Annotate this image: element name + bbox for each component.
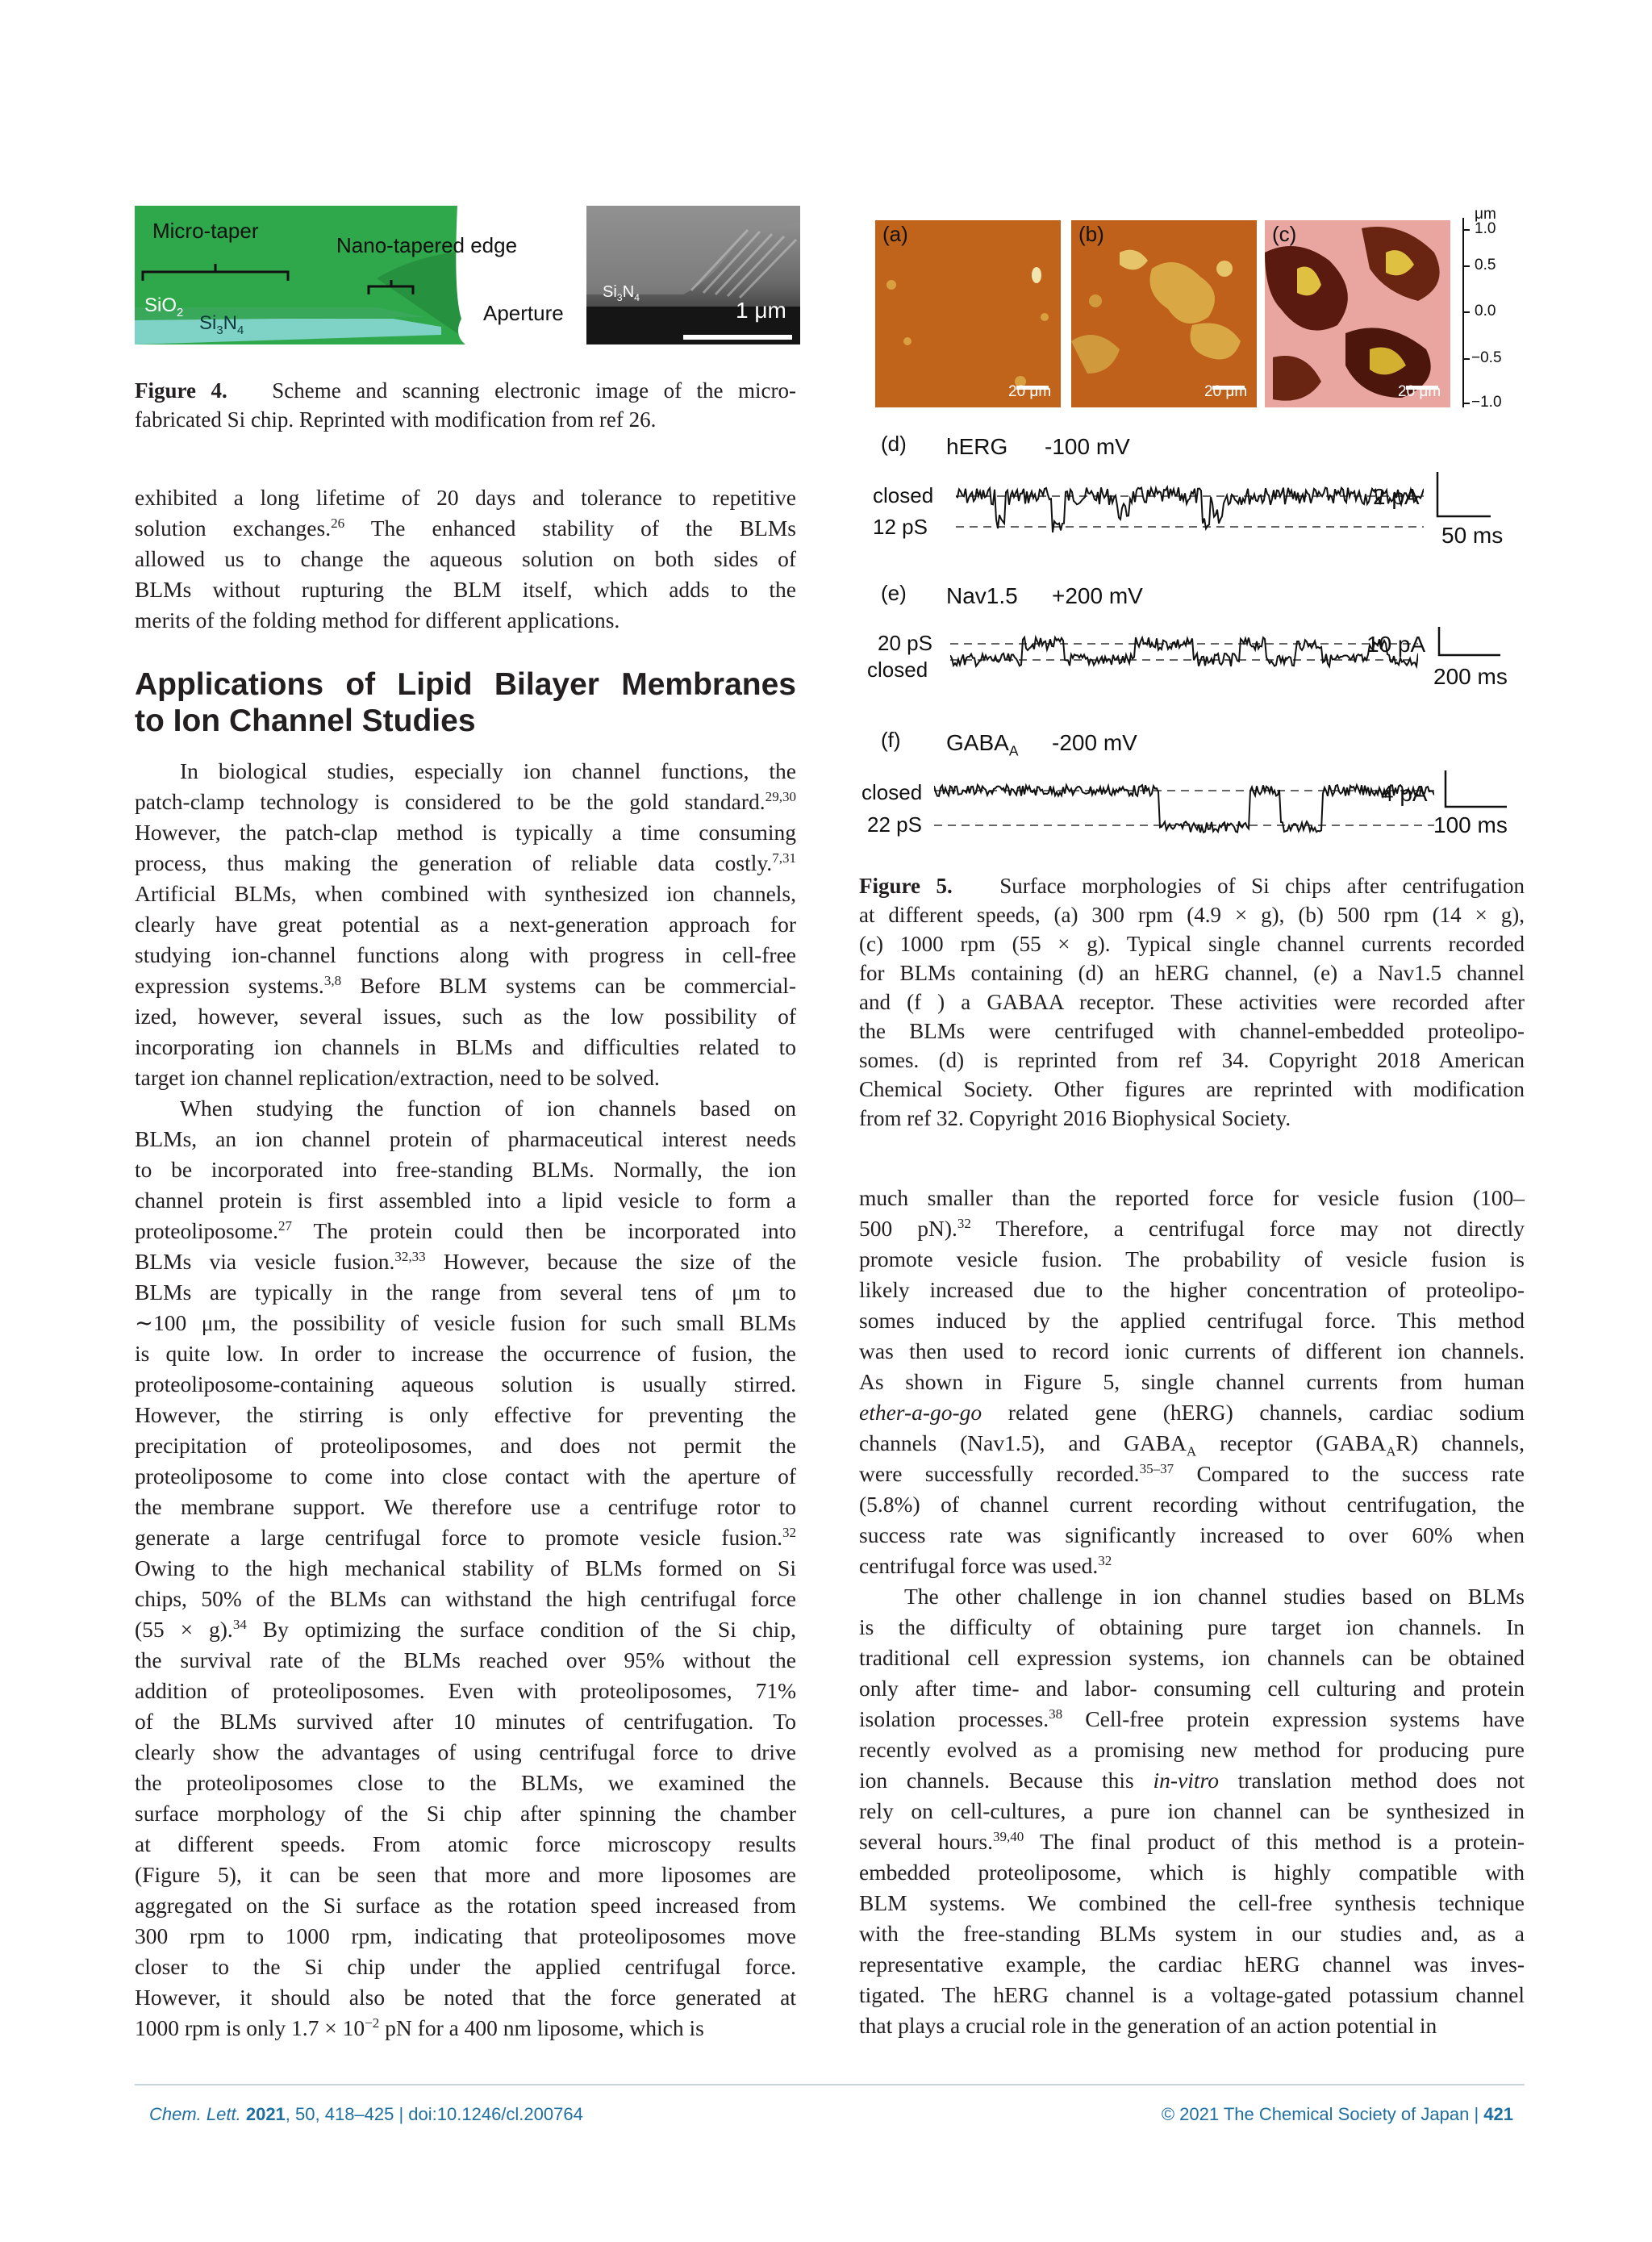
figure-4-caption: Figure 4. Scheme and scanning electronic image of the micro- fabricated Si chip. Reprinted with modification from ref 26.	[135, 378, 797, 432]
trace-f-scale-current: 4 pA	[1381, 781, 1428, 806]
right-paragraph-1: much smaller than the reported force for vesicle fusion (100– 500 pN).$^{32}$ Therefore, a centrifugal force may not directly promote vesicle fusion. The probability of vesicle fusion is likely increased due to the higher concentration of proteolipo- somes induced by the applied centrifugal force. This method was then used to record ionic currents of different ion channels. As shown in Figure 5, single channel currents from human ether-a-go-go related gene (hERG) channels, cardiac sodium channels (Nav1.5), and $GABA_A$ receptor $(GABA_AR)$ channels, were successfully recorded.$^{35-37}$ Compared to the success rate (5.8%) of channel current recording without centrifugation, the success rate was significantly increased to over 60% when centrifugal force was used.$^{32}$	[859, 1185, 1525, 1578]
trace-d-voltage: -100 mV	[1045, 434, 1130, 459]
trace-d-scale-bar	[1436, 472, 1492, 520]
right-paragraph-2: The other challenge in ion channel studies based on BLMs is the difficulty of obtaining pure target ion channels. In traditional cell expression systems, ion channels can be obtained only after time- and labor- consuming cell culturing and protein isolation processes.$^{38}$ Cell-free protein expression systems have recently evolved as a promising new method for producing pure ion channels. Because this in-vitro translation method does not rely on cell-cultures, a pure ion channel can be synthesized in several hours.$^{39,40}$ The final product of this method is a protein- embedded proteoliposome, which is highly compatible with BLM systems. We combined the cell-free synthesis technique with the free-standing BLMs system in our studies and, as a representative example, the cardiac hERG channel was inves- tigated. The hERG channel is a voltage-gated potassium channel that plays a crucial role in the generation of an action potential in	[859, 1584, 1525, 2038]
trace-f-scale-time: 100 ms	[1433, 812, 1508, 837]
trace-f-level-closed: closed	[861, 780, 923, 804]
trace-e-level-open: 20 pS	[878, 631, 932, 655]
trace-e-scale-bar	[1437, 627, 1502, 659]
afm-panel-b	[1071, 220, 1257, 407]
journal-year: 2021	[245, 2104, 286, 2124]
micro-taper-label: Micro-taper	[152, 219, 259, 243]
trace-d-level-open: 12 pS	[873, 515, 928, 539]
trace-e-scale-time: 200 ms	[1433, 664, 1508, 689]
trace-d-scale-time: 50 ms	[1441, 523, 1504, 548]
trace-f-panel: (f)	[881, 728, 901, 752]
sem-scale-bar	[683, 335, 792, 340]
trace-f-current	[934, 770, 1434, 835]
afm-b-scale-label: 20 μm	[1204, 383, 1248, 400]
colorbar-tick: 0.5	[1475, 257, 1496, 273]
aperture-label: Aperture	[483, 301, 564, 325]
journal-name: Chem. Lett.	[149, 2104, 241, 2124]
afm-a-label: (a)	[882, 222, 908, 246]
afm-colorbar	[1455, 206, 1471, 411]
afm-b-label: (b)	[1078, 222, 1104, 246]
trace-d-current	[956, 472, 1424, 536]
left-paragraph-3: When studying the function of ion channels based on BLMs, an ion channel protein of pharmaceutical interest needs to be incorporated into free-standing BLMs. Normally, the ion channel protein is first assembled into a lipid vesicle to form a proteoliposome.$^{27}$ The protein could then be incorporated into BLMs via vesicle fusion.$^{32,33}$ However, because the size of the BLMs are typically in the range from several tens of μm to ∼100 μm, the possibility of vesicle fusion for such small BLMs is quite low. In order to increase the occurrence of fusion, the proteoliposome-containing aqueous solution is usually stirred. However, the stirring is only effective for preventing the precipitation of proteoliposomes, and does not permit the proteoliposome to come into close contact with the aperture of the membrane support. We therefore use a centrifuge rotor to generate a large centrifugal force to promote vesicle fusion.$^{32}$ Owing to the high mechanical stability of BLMs formed on Si chips, 50% of the BLMs can withstand the high centrifugal force (55 × g).$^{34}$ By optimizing the surface condition of the Si chip, the survival rate of the BLMs reached over 95% without the addition of proteoliposomes. Even with proteoliposomes, 71% of the BLMs survived after 10 minutes of centrifugation. To clearly show the advantages of using centrifugal force to drive the proteoliposomes close to the BLMs, we examined the surface morphology of the Si chip after spinning the chamber at different speeds. From atomic force microscopy results (Figure 5), it can be seen that more and more liposomes are aggregated on the Si surface as the rotation speed increased from 300 rpm to 1000 rpm, indicating that proteoliposomes move closer to the Si chip under the applied centrifugal force. However, it should also be noted that the force generated at 1000 rpm is only $1.7 \times 10^{-2}$ pN for a 400 nm liposome, which is	[135, 1096, 796, 2040]
colorbar-tick: −0.5	[1471, 349, 1502, 366]
trace-d-panel: (d)	[881, 432, 907, 456]
footer-citation: Chem. Lett. 2021, 50, 418–425 | doi:10.1246/cl.200764	[149, 2104, 583, 2124]
trace-e-signal	[950, 637, 1418, 666]
sem-scale-label: 1 μm	[736, 298, 786, 323]
trace-e-current	[950, 629, 1418, 678]
left-paragraph-2: In biological studies, especially ion channel functions, the patch-clamp technology is considered to be the gold standard.$^{29,30}$ However, the patch-clap method is typically a time consuming process, thus making the generation of reliable data costly.$^{7,31}$ Artificial BLMs, when combined with synthesized ion channels, clearly have great potential as a next-generation approach for studying ion-channel functions along with progress in cell-free expression systems.$^{3,8}$ Before BLM systems can be commercial- ized, however, several issues, such as the low possibility of incorporating ion channels in BLMs and difficulties related to target ion channel replication/extraction, need to be solved.	[135, 758, 796, 1090]
figure-5-caption: Figure 5. Surface morphologies of Si chips after centrifugation at different speeds, (a) 300 rpm (4.9 × g), (b) 500 rpm (14 × g), (c) 1000 rpm (55 × g). Typical single channel currents recorded for BLMs containing (d) an hERG channel, (e) a Nav1.5 channel and (f ) a GABAA receptor. These activities were recorded after the BLMs were centrifuged with channel-embedded proteolipo- somes. (d) is reprinted from ref 34. Copyright 2018 American Chemical Society. Other figures are reprinted with modification from ref 32. Copyright 2016 Biophysical Society.	[859, 874, 1525, 1130]
trace-d-scale-current: 2 pA	[1373, 484, 1420, 509]
page-number: 421	[1483, 2104, 1513, 2124]
afm-panel-a	[875, 220, 1061, 407]
afm-panel-c	[1265, 220, 1450, 407]
nano-tapered-edge-label: Nano-tapered edge	[336, 233, 518, 257]
left-paragraph-1: exhibited a long lifetime of 20 days and tolerance to repetitive solution exchanges.$^{26}$ The enhanced stability of the BLMs allowed us to change the aqueous solution on both sides of BLMs without rupturing the BLM itself, which adds to the merits of the folding method for different applications.	[135, 485, 796, 633]
trace-e-voltage: +200 mV	[1052, 583, 1143, 608]
colorbar-tick: 0.0	[1475, 303, 1496, 319]
colorbar-tick: 1.0	[1475, 220, 1496, 237]
trace-d-channel: hERG	[946, 434, 1008, 459]
si3n4-label: $Si_3N_4$	[199, 312, 244, 337]
trace-f-level-open: 22 pS	[867, 812, 922, 837]
afm-a-scale-label: 20 μm	[1008, 383, 1052, 400]
colorbar-tick: −1.0	[1471, 394, 1502, 411]
trace-f-channel: $GABA_A$	[946, 730, 1019, 759]
trace-d-signal	[956, 487, 1424, 532]
trace-e-panel: (e)	[881, 581, 907, 605]
afm-c-label: (c)	[1272, 222, 1297, 246]
trace-e-channel: Nav1.5	[946, 583, 1018, 608]
sem-si3n4-label: $Si_3N_4$	[603, 283, 640, 303]
sio2-label: SiO$_2$	[144, 294, 184, 319]
trace-f-voltage: -200 mV	[1052, 730, 1137, 755]
afm-c-scale-label: 20 μm	[1398, 383, 1441, 400]
trace-e-scale-current: 10 pA	[1366, 632, 1426, 657]
trace-f-scale-bar	[1444, 770, 1508, 811]
section-heading: Applications of Lipid Bilayer Membranes to Ion Channel Studies	[135, 667, 796, 738]
sem-image	[586, 206, 800, 344]
figure-5	[861, 206, 1533, 843]
trace-d-level-closed: closed	[873, 483, 934, 507]
footer-rule	[135, 2084, 1525, 2085]
trace-e-level-closed: closed	[867, 658, 928, 682]
colorbar-unit: μm	[1475, 206, 1496, 223]
figure-4	[135, 206, 796, 355]
footer-copyright: © 2021 The Chemical Society of Japan | 421	[1161, 2104, 1513, 2124]
